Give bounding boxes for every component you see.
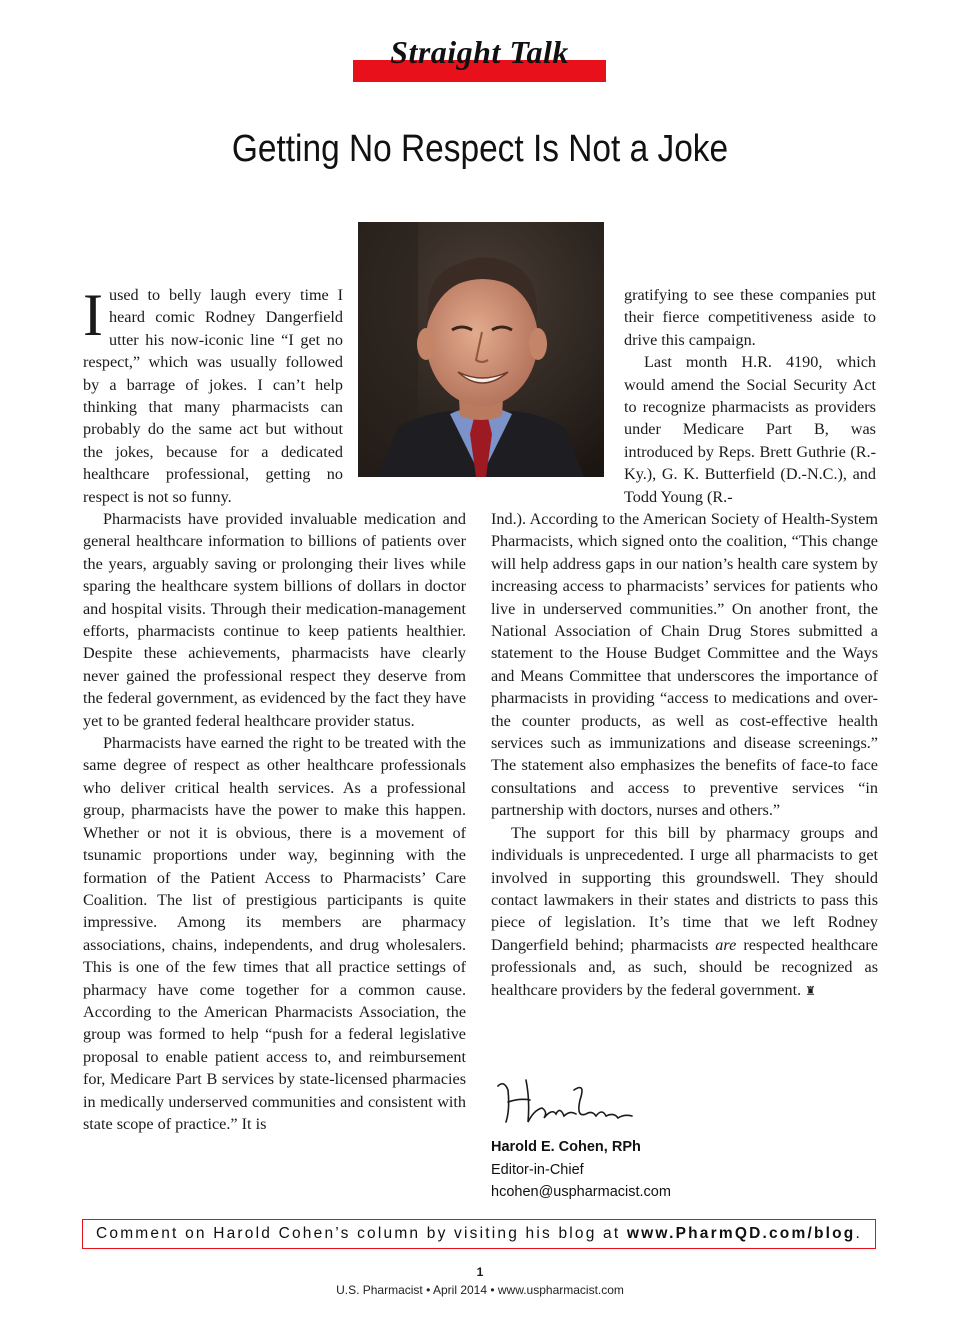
drop-cap: I [83, 282, 103, 348]
article-column-left [83, 508, 466, 1135]
author-name: Harold E. Cohen, RPh [491, 1139, 641, 1155]
article-headline: Getting No Respect Is Not a Joke [231, 128, 729, 170]
comment-callout-box [82, 1219, 876, 1249]
article-paragraph: Iused to belly laugh every time I heard comic Rodney Dangerfield utter his now-iconic line “I get no respect,” which was usually followed by a barrage of jokes. I can’t help thinking that many pharmacists can probably do the same act but without the jokes, because for a dedicated healthcare professional, getting no respect is not so funny. [83, 282, 343, 506]
end-mark-icon: ♜ [805, 983, 816, 998]
column-title: Straight Talk [390, 34, 569, 70]
article-paragraph: The support for this bill by pharmacy groups and individuals is unprecedented. I urge all pharmacists to get involved in supporting this groundswell. They should contact lawmakers in their states and districts to pass this piece of legislation. It’s time that we left Rodney Dangerfield behind; pharmacists are respected healthcare professionals and, as such, should be recognized as healthcare providers by the federal government. ♜ [491, 823, 878, 999]
column-header [353, 32, 606, 82]
article-paragraph: Pharmacists have provided invaluable medication and general healthcare information to billions of patients over the years, arguably saving or prolonging their lives while sparing the healthcare system billions of dollars in doctor and hospital visits. Through their medication-management efforts, pharmacists continue to keep patients healthier. Despite these achievements, pharmacists have clearly never gained the professional respect they deserve from the federal government, as evidenced by the fact they have yet to be granted federal healthcare provider status. [83, 510, 466, 730]
comment-callout-text: Comment on Harold Cohen’s column by visiting his blog at www.PharmQD.com/blog. [95, 1225, 862, 1242]
author-signoff [491, 1136, 671, 1204]
author-email[interactable]: hcohen@uspharmacist.com [491, 1184, 671, 1200]
article-paragraph: Last month H.R. 4190, which would amend the Social Security Act to recognize pharmacists as providers under Medicare Part B, was introduced by Reps. Brett Guthrie (R.-Ky.), G. K. Butterfield (D.-N.C.), and Todd Young (R.- [624, 353, 876, 506]
author-signature [490, 1070, 640, 1130]
article-column-right [491, 508, 878, 1002]
author-photo [358, 222, 604, 477]
article-paragraph: gratifying to see these companies put their fierce competitiveness aside to drive this campaign. [624, 286, 876, 349]
article-column-right-top [624, 284, 876, 508]
article-paragraph: Ind.). According to the American Society of Health-System Pharmacists, which signed onto the coalition, “This change will help address gaps in our nation’s health care system by increasing access to pharmacists’ services for patients who live in underserved communities.” On another front, the National Association of Chain Drug Stores submitted a statement to the House Budget Committee and the Ways and Means Committee that underscores the importance of pharmacists in providing “access to medications and over-the counter products, as well as cost-effective health services such as immunizations and disease screenings.” The statement also emphasizes the benefits of face-to face consultations and access to preventive services “in partnership with doctors, nurses and others.” [491, 510, 878, 820]
page-footer: U.S. Pharmacist • April 2014 • www.uspharmacist.com [336, 1283, 624, 1297]
article-column-left-top [83, 284, 343, 508]
article-paragraph: Pharmacists have earned the right to be treated with the same degree of respect as other healthcare professionals who deliver critical health services. As a professional group, pharmacists have the power to make this happen. Whether or not it is obvious, there is a movement of tsunamic proportions under way, beginning with the formation of the Patient Access to Pharmacists’ Care Coalition. The list of prestigious participants is quite impressive. Among its members are pharmacy associations, chains, independents, and drug wholesalers. This is one of the few times that all practice settings of pharmacy have come together for a common cause. According to the American Pharmacists Association, the group was formed to help “push for a federal legislative proposal to enable patient access to, and reimbursement for, Medicare Part B services by state-licensed pharmacies in medically underserved communities and consistent with state scope of practice.” It is [83, 734, 466, 1133]
author-title: Editor-in-Chief [491, 1161, 584, 1178]
blog-link[interactable]: www.PharmQD.com/blog [626, 1225, 856, 1242]
page-number: 1 [476, 1265, 484, 1279]
